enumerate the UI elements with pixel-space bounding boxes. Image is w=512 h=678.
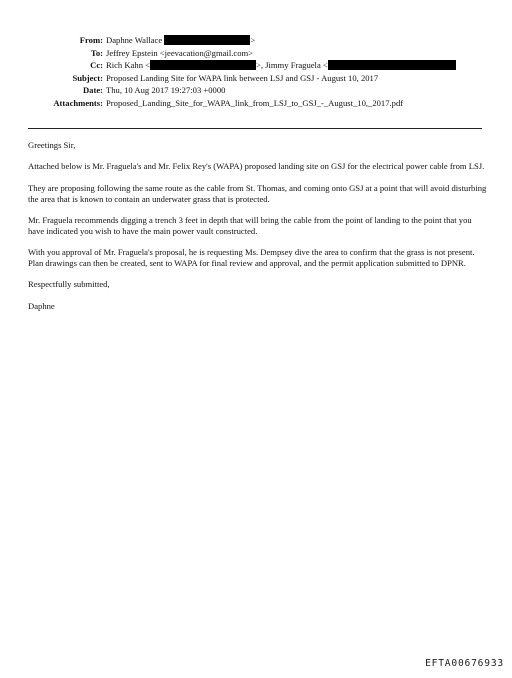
body-paragraph: With you approval of Mr. Fraguela's proposal, he is requesting Ms. Dempsey dive the area to confirm that the grass is not present. Plan drawings can then be created, sent to WAPA for final review and approval, and the permit application submitted to DPNR. [28,247,475,268]
subject-row [0,72,512,85]
body-paragraph: Attached below is Mr. Fraguela's and Mr. Felix Rey's (WAPA) proposed landing site on GSJ for the electrical power cable from LSJ. [28,161,485,172]
cc-label: Cc: [90,60,103,71]
email-header [0,34,512,110]
to-label: To: [90,47,103,58]
greeting: Greetings Sir, [28,140,76,150]
subject-value: Proposed Landing Site for WAPA link between LSJ and GSJ - August 10, 2017 [106,72,379,83]
from-value [106,34,255,47]
date-value: Thu, 10 Aug 2017 19:27:03 +0000 [106,85,226,96]
redaction-box [164,35,250,45]
cc-second-recipient: >, Jimmy Fraguela < [256,60,328,71]
to-row [0,47,512,60]
attachments-label: Attachments: [53,97,103,108]
redaction-box [150,60,256,70]
from-email-close: > [250,35,256,45]
subject-label: Subject: [72,72,103,83]
document-id: EFTA00676933 [425,658,504,669]
redaction-box [328,60,456,70]
header-divider [28,128,482,129]
from-name: Daphne Wallace [106,35,163,45]
cc-value [106,59,456,72]
body-paragraph: They are proposing following the same route as the cable from St. Thomas, and coming onto GSJ at a point that will avoid disturbing the area that is known to contain an underwater grass that is protected. [28,182,487,204]
from-label: From: [79,35,103,45]
date-row [0,84,512,97]
attachment-filename: Proposed_Landing_Site_for_WAPA_link_from_LSJ_to_GSJ_-_August_10,_2017.pdf [106,97,404,108]
cc-row [0,59,512,72]
date-label: Date: [82,85,103,96]
to-value: Jeffrey Epstein <jeevacation@gmail.com> [106,47,254,58]
signature: Daphne [28,300,55,311]
attachments-row [0,97,512,110]
closing: Respectfully submitted, [28,279,110,290]
email-body [28,140,490,322]
body-paragraph: Mr. Fraguela recommends digging a trench 3 feet in depth that will bring the cable from the point of landing to the point that you have indicated you wish to have the main power vault constructed. [28,214,472,236]
cc-first-recipient: Rich Kahn < [106,60,150,71]
from-row [0,34,512,47]
